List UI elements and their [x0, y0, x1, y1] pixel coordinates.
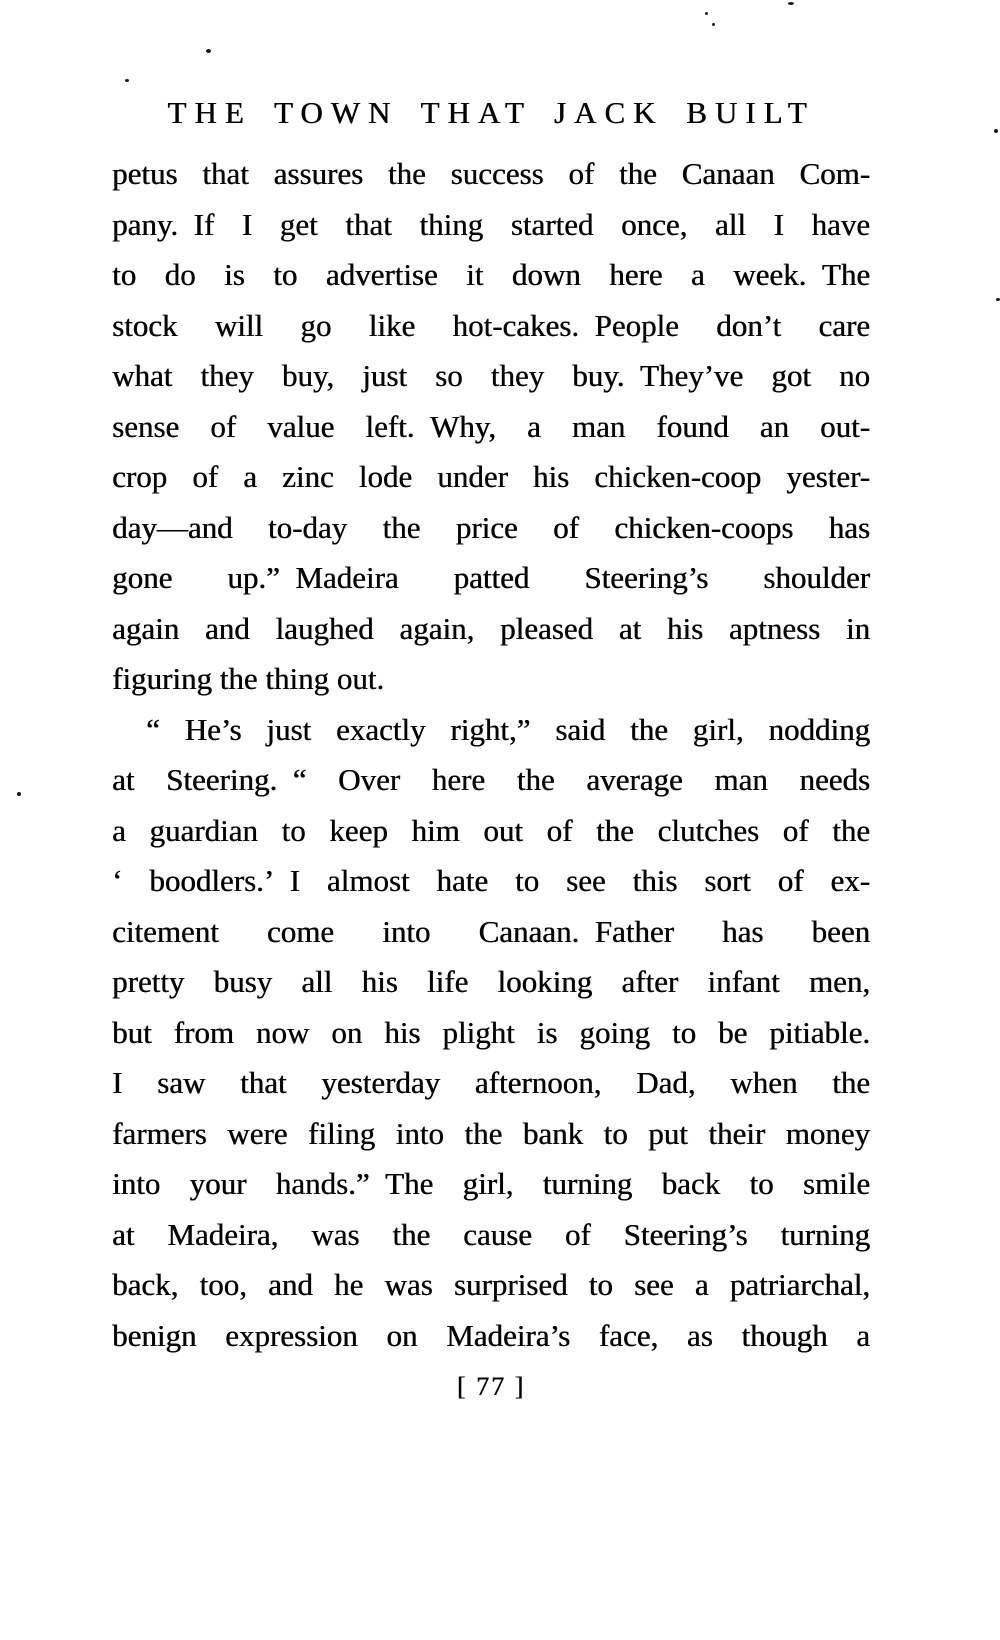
text-line: crop of a zinc lode under his chicken-coop yester- [112, 459, 870, 494]
text-line: at Madeira, was the cause of Steering’s turning [112, 1216, 870, 1252]
text-line: gone up.” Madeira patted Steering’s shoulder [112, 560, 870, 595]
scan-speck [705, 12, 708, 15]
scan-speck [994, 129, 998, 133]
text-line: at Steering. “ Over here the average man needs [112, 762, 870, 797]
text-line: benign expression on Madeira’s face, as though a [112, 1317, 870, 1353]
text-line: ‘ boodlers.’ I almost hate to see this sort of ex- [112, 863, 870, 898]
scan-speck [206, 49, 211, 53]
scan-speck [125, 79, 129, 82]
text-line: citement come into Canaan. Father has been [112, 913, 870, 949]
body-text [112, 149, 870, 1361]
text-line: into your hands.” The girl, turning back to smile [112, 1166, 870, 1201]
text-line: pretty busy all his life looking after infant men, [112, 964, 870, 999]
scan-speck [996, 298, 1000, 301]
text-line: day—and to-day the price of chicken-coops has [112, 509, 870, 545]
scan-speck [712, 23, 715, 26]
scan-speck [17, 792, 21, 796]
text-line: again and laughed again, pleased at his aptness in [112, 610, 870, 646]
text-line: what they buy, just so they buy. They’ve got no [112, 358, 870, 393]
text-line: to do is to advertise it down here a week. The [112, 257, 870, 292]
text-line: but from now on his plight is going to be pitiable. [112, 1014, 870, 1050]
page-number: [ 77 ] [456, 1372, 526, 1401]
text-line-paragraph-start: “ He’s just exactly right,” said the girl, nodding [146, 711, 870, 747]
text-line: a guardian to keep him out of the clutches of the [112, 812, 870, 848]
running-head-title: THE TOWN THAT JACK BUILT [167, 95, 815, 130]
text-line: I saw that yesterday afternoon, Dad, when the [112, 1065, 870, 1100]
text-line: back, too, and he was surprised to see a patriarchal, [112, 1267, 870, 1302]
text-line: sense of value left. Why, a man found an out- [112, 408, 870, 444]
text-line: pany. If I get that thing started once, all I have [112, 206, 870, 242]
scan-speck [788, 2, 794, 5]
text-line: farmers were filing into the bank to put their money [112, 1115, 870, 1151]
text-line-paragraph-end: figuring the thing out. [112, 661, 385, 696]
text-line: petus that assures the success of the Canaan Com- [112, 156, 870, 191]
text-line: stock will go like hot-cakes. People don’t care [112, 307, 870, 343]
